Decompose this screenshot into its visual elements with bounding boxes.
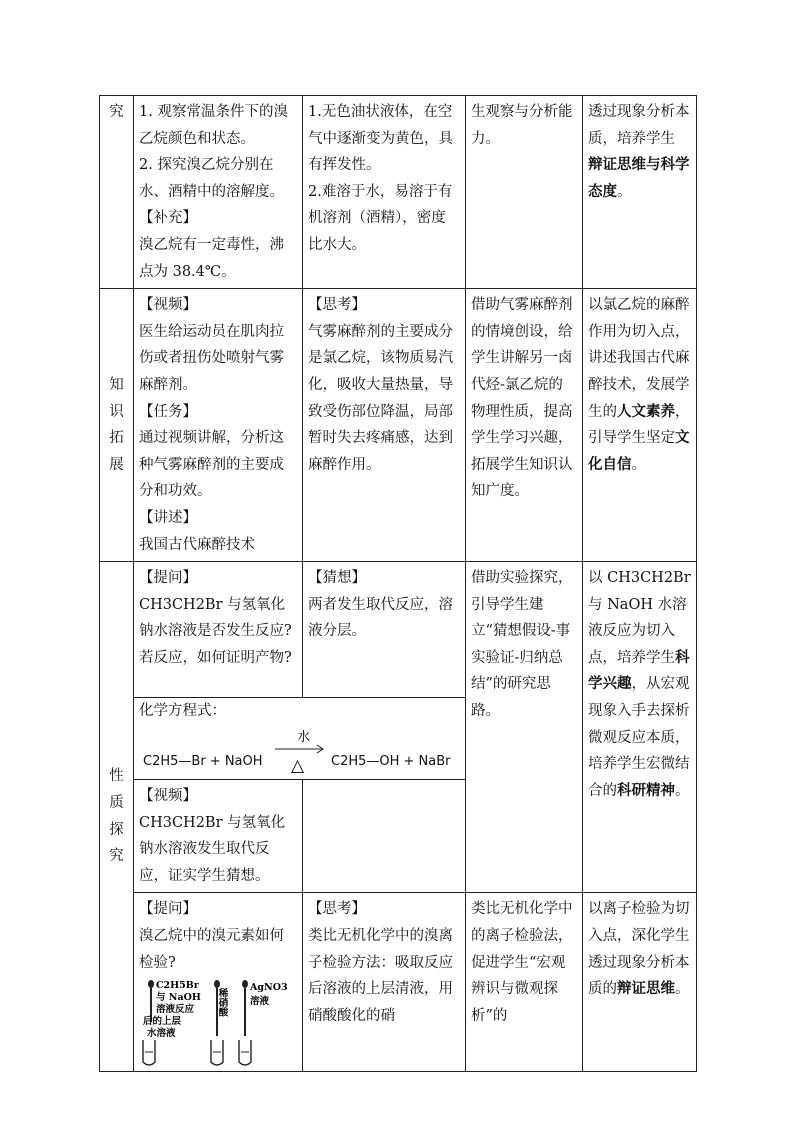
design-intent-cell (466, 289, 583, 562)
goal-text: 以氯乙烷的麻醉作用为切入点，讲述我国古代麻醉技术，发展学生的 (588, 297, 690, 420)
design-intent-cell (466, 562, 583, 893)
guess-text: 两者发生取代反应，溶液分层。 (308, 596, 453, 640)
goal-text: 与 (646, 156, 661, 174)
activity-line: 【视频】 (139, 297, 197, 314)
goal-text: 。 (675, 782, 690, 799)
literacy-goal-cell (583, 562, 697, 893)
equation-label: 化学方程式： (139, 703, 226, 720)
test-tube-apparatus (139, 978, 289, 1068)
table-row (100, 893, 697, 1072)
teacher-activity-cell (134, 562, 303, 698)
stage-label: 究 (109, 104, 124, 120)
student-line: 2.难溶于水，易溶于有机溶剂（酒精），密度比水大。 (308, 183, 453, 253)
teacher-activity-cell (134, 780, 303, 893)
goal-text: 。 (675, 981, 690, 998)
equation-reactants: C2H5—Br + NaOH (143, 754, 263, 770)
goal-text: 以离子检验为切入点，深化学生透过现象分析本质的 (588, 901, 690, 998)
apparatus-label: 稀硝酸 (216, 988, 228, 1017)
activity-line: 医生给运动员在肌肉拉伤或者扭伤处喷射气雾麻醉剂。 (139, 323, 284, 393)
video-text: CH3CH2Br 与氢氧化钠水溶液发生取代反应，证实学生猜想。 (139, 814, 286, 884)
stage-cell (100, 96, 134, 289)
student-activity-cell (303, 289, 466, 562)
goal-keyword: 辩证思维 (617, 980, 675, 998)
equation-products: C2H5—OH + NaBr (331, 754, 451, 770)
goal-keyword: 科学兴趣 (588, 648, 690, 693)
test-tube-icon (211, 1040, 223, 1065)
student-activity-cell (303, 562, 466, 698)
question-label: 【提问】 (139, 901, 197, 918)
student-activity-cell (303, 780, 466, 893)
reaction-arrow (275, 727, 327, 775)
student-line: 气雾麻醉剂的主要成分是氯乙烷，该物质易汽化，吸收大量热量，导致受伤部位降温，局部暂时失去疼痛感，达到麻醉作用。 (308, 323, 453, 473)
question-text: 溴乙烷中的溴元素如何检验? (139, 928, 284, 971)
think-label: 【思考】 (308, 901, 366, 918)
activity-line: 【任务】 (139, 403, 197, 420)
teacher-activity-cell (134, 893, 303, 1072)
question-label: 【提问】 (139, 570, 197, 587)
activity-line: 2. 探究溴乙烷分别在水、酒精中的溶解度。 (139, 157, 284, 200)
student-activity-cell (303, 96, 466, 289)
guess-label: 【猜想】 (308, 570, 366, 587)
test-tube-icon (239, 1040, 251, 1065)
apparatus-label: 溶液反应 (156, 1004, 195, 1016)
design-intent-cell (466, 96, 583, 289)
goal-text: 以 CH3CH2Br 与 NaOH 水溶液反应为切入点，培养学生 (588, 570, 691, 666)
table-row (100, 562, 697, 698)
question-text: CH3CH2Br 与氢氧化钠水溶液是否发生反应?若反应，如何证明产物? (139, 596, 292, 666)
design-intent-text: 借助实验探究，引导学生建立“猜想假设-事实验证-归纳总结”的研究思路。 (471, 570, 573, 720)
goal-text: 。 (631, 456, 646, 473)
goal-keyword: 科研精神 (617, 781, 675, 799)
activity-line: 我国古代麻醉技术 (139, 536, 255, 553)
stage-cell (100, 289, 134, 562)
stage-cell (100, 562, 134, 1072)
video-label: 【视频】 (139, 788, 197, 805)
design-intent-text: 借助气雾麻醉剂的情境创设，给学生讲解另一卤代烃-氯乙烷的物理性质，提高学生学习兴趣，拓展学生知识认知广度。 (471, 297, 573, 500)
activity-line: 1. 观察常温条件下的溴乙烷颜色和状态。 (139, 104, 288, 147)
student-activity-cell (303, 893, 466, 1072)
goal-keyword: 人文素养 (617, 402, 675, 420)
design-intent-text: 生观察与分析能力。 (471, 104, 573, 147)
design-intent-cell (466, 893, 583, 1072)
goal-text: 透过现象分析本质，培养学生 (588, 104, 690, 147)
goal-keyword: 科学态度 (588, 156, 690, 200)
table-row (100, 96, 697, 289)
teacher-activity-cell (134, 96, 303, 289)
goal-keyword: 文化自信 (588, 429, 690, 473)
goal-text: 。 (617, 183, 632, 200)
goal-text: ，从宏观现象入手去探析微观反应本质，培养学生宏微结合的 (588, 676, 690, 799)
activity-line: 【补充】 (139, 210, 197, 227)
chemical-equation (139, 721, 460, 775)
apparatus-label: 水溶液 (147, 1028, 176, 1040)
apparatus-label: 溶液 (250, 996, 270, 1008)
literacy-goal-cell (583, 289, 697, 562)
activity-line: 通过视频讲解，分析这种气雾麻醉剂的主要成分和功效。 (139, 430, 284, 500)
dropper-icon (242, 980, 248, 1036)
goal-keyword: 辩证思维 (588, 156, 646, 174)
stage-label: 知识拓展 (109, 376, 124, 473)
literacy-goal-cell (583, 96, 697, 289)
teacher-activity-cell (134, 289, 303, 562)
student-line: 1.无色油状液体，在空气中逐渐变为黄色，具有挥发性。 (308, 104, 453, 174)
student-line: 【思考】 (308, 297, 366, 314)
condition-bottom: △ (291, 756, 305, 776)
condition-top: 水 (297, 730, 311, 746)
apparatus-label: AgNO3 (250, 982, 288, 994)
stage-label: 性质探究 (109, 768, 124, 865)
apparatus-label: 与 NaOH (156, 992, 201, 1004)
activity-line: 【讲述】 (139, 509, 197, 526)
design-intent-text: 类比无机化学中的离子检验法，促进学生“宏观辨识与微观探析”的 (471, 901, 573, 1024)
apparatus-label: 后的上层 (143, 1016, 182, 1028)
literacy-goal-cell (583, 893, 697, 1072)
apparatus-label: C2H5Br (156, 980, 199, 992)
test-tube-icon (143, 1040, 155, 1065)
lesson-plan-table (99, 95, 697, 1072)
activity-line: 溴乙烷有一定毒性，沸点为 38.4℃。 (139, 236, 284, 280)
table-row (100, 289, 697, 562)
goal-text: ，引导学生坚定 (588, 403, 690, 447)
think-text: 类比无机化学中的溴离子检验方法：吸取反应后溶液的上层清液，用硝酸酸化的硝 (308, 928, 453, 1024)
equation-cell (134, 698, 466, 780)
